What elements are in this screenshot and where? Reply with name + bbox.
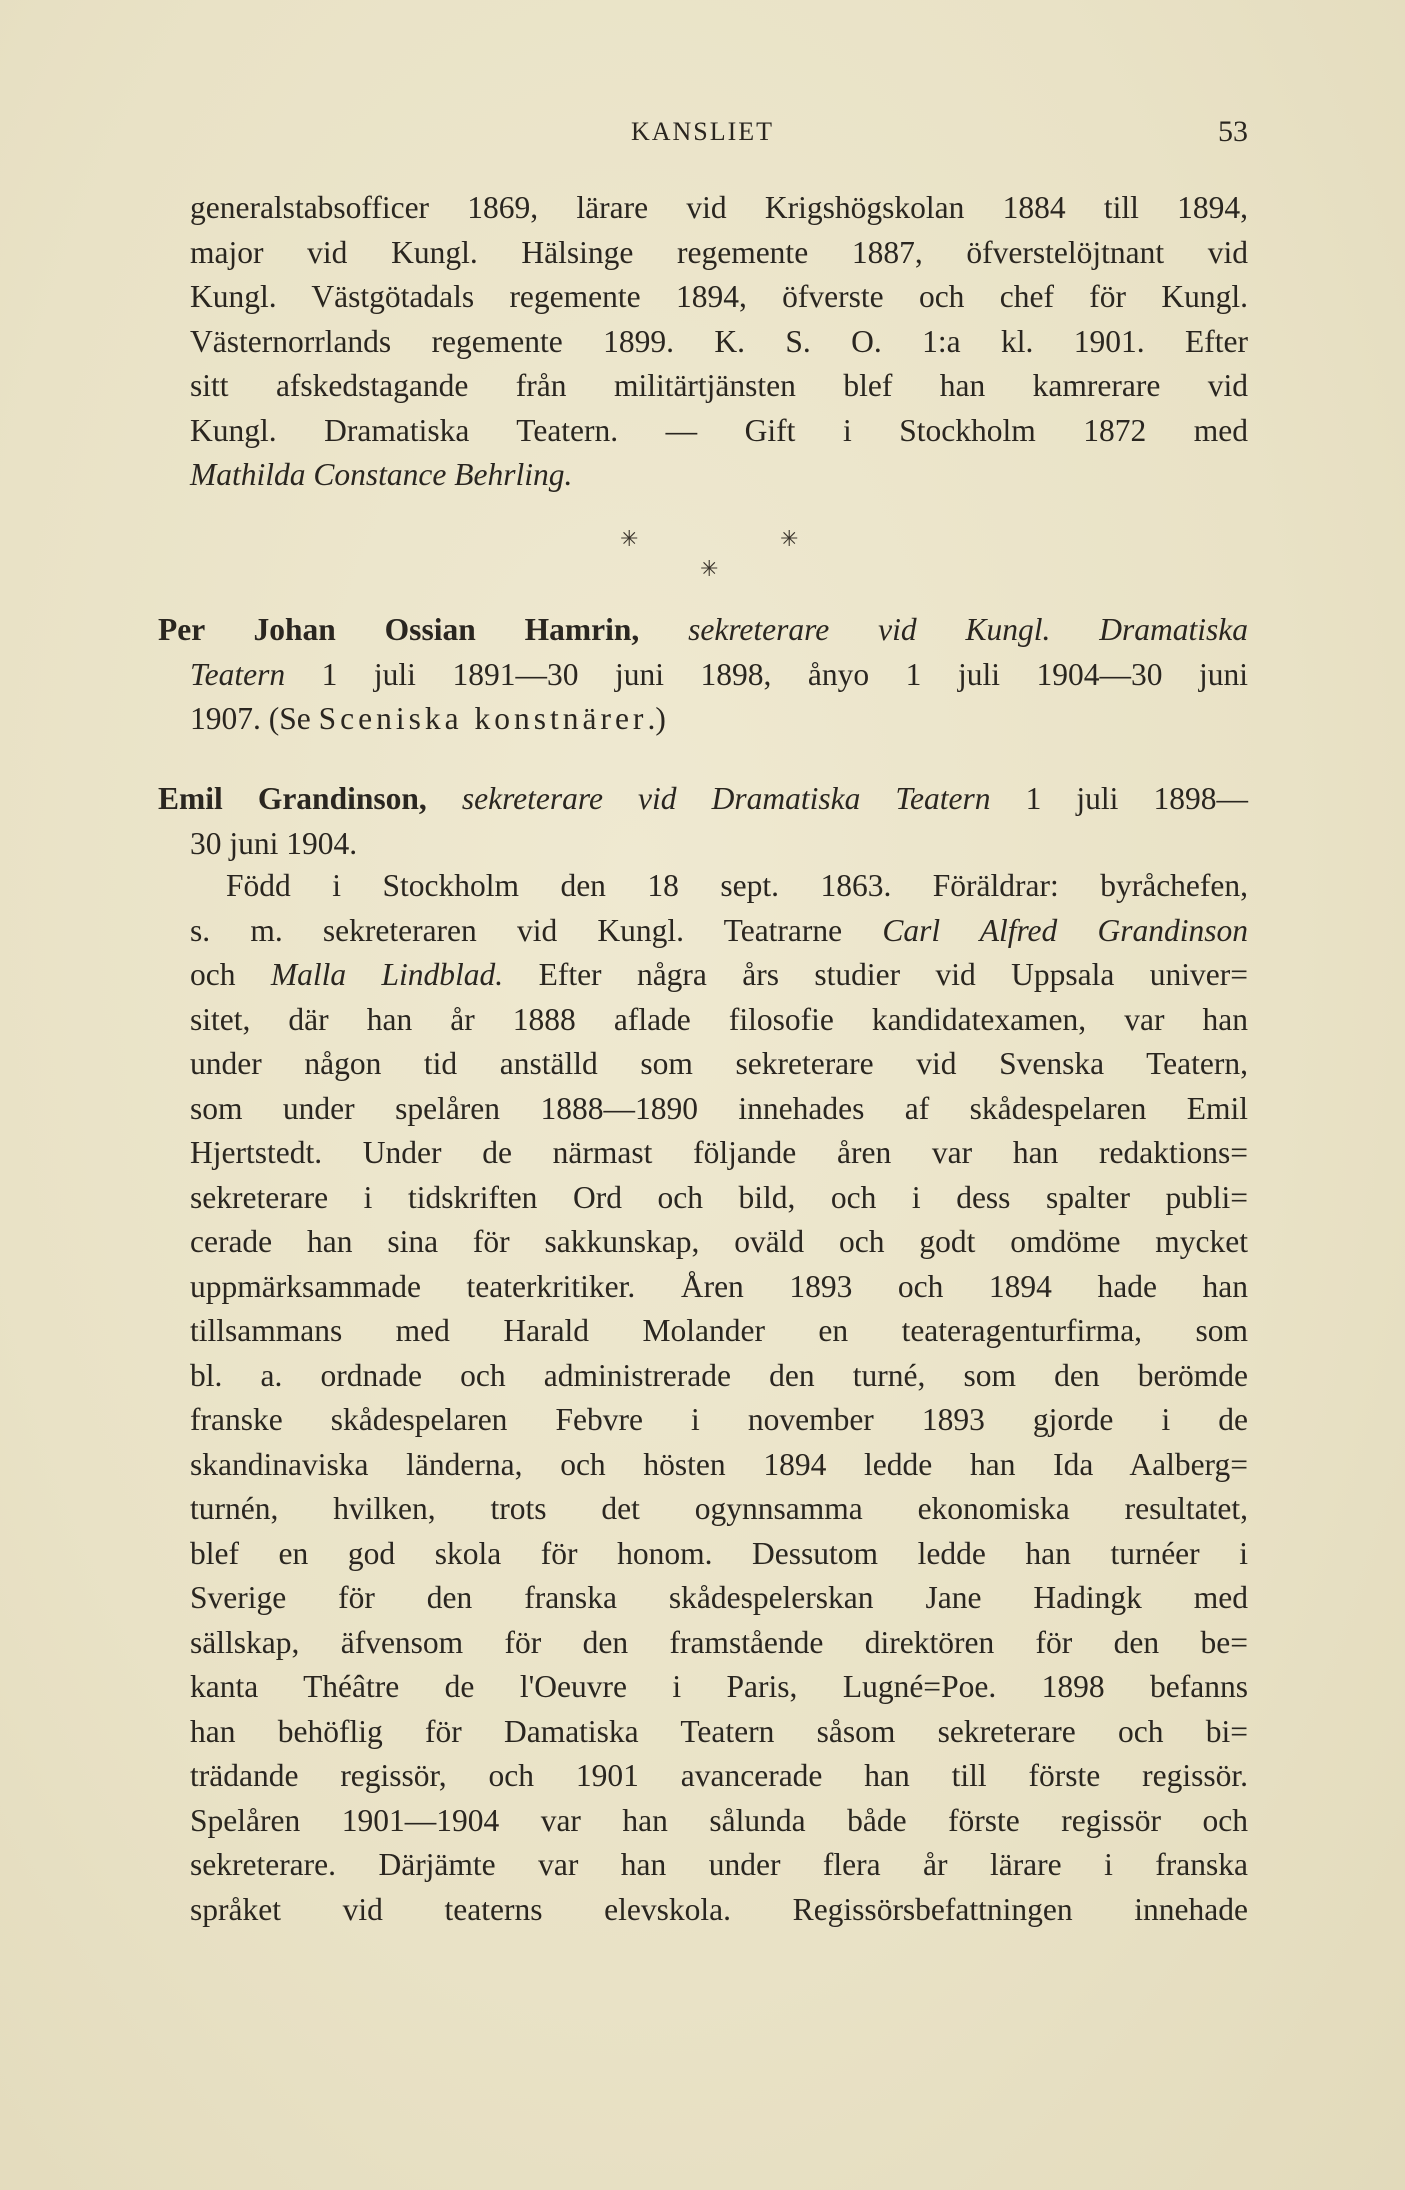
spouse-name: Mathilda Constance Behrling. [190,457,573,492]
text-line: kanta Théâtre de l'Oeuvre i Paris, Lugné=Poe. 1898 befanns [190,1669,1248,1704]
text-line: Västernorrlands regemente 1899. K. S. O. 1:a kl. 1901. Efter [190,323,1248,359]
running-head [0,112,1405,152]
text-line: trädande regissör, och 1901 avancerade han till förste regissör. [190,1758,1248,1793]
text-line: generalstabsofficer 1869, lärare vid Krigshögskolan 1884 till 1894, [190,190,1248,225]
star-icon: ✳ [620,526,639,551]
text-line [190,453,1248,498]
page-number: 53 [1218,115,1248,148]
text-line: under någon tid anställd som sekreterare vid Svenska Teatern, [190,1046,1248,1081]
text-line: 30 juni 1904. [190,825,358,861]
text-line: Sverige för den franska skådespelerskan Jane Hadingk med [190,1580,1248,1615]
text-line: major vid Kungl. Hälsinge regemente 1887, öfverstelöjtnant vid [190,234,1248,270]
running-title: KANSLIET [630,117,775,146]
text-line: sekreterare. Därjämte var han under flera år lärare i franska [190,1847,1248,1882]
text-line: han behöflig för Damatiska Teatern såsom sekreterare och bi= [190,1713,1248,1749]
text-line: Per Johan Ossian Hamrin, sekreterare vid Kungl. Dramatiska [158,612,1248,647]
text-line: som under spelåren 1888—1890 innehades af skådespelaren Emil [190,1090,1248,1126]
text-line: sällskap, äfvensom för den framstående direktören för den be= [190,1624,1248,1660]
entry-grandinson-bio [190,864,1248,1932]
entry-grandinson-heading [158,777,1249,866]
entry-hamrin [158,608,1249,742]
text-line: Kungl. Västgötadals regemente 1894, öfverste och chef för Kungl. [190,279,1248,314]
star-icon: ✳ [780,526,799,551]
text-line: bl. a. ordnade och administrerade den turné, som den berömde [190,1357,1248,1393]
text-line: sitet, där han år 1888 aflade filosofie kandidatexamen, var han [190,1001,1248,1037]
cross-reference: Sceniska konstnärer [318,701,648,736]
text-line: blef en god skola för honom. Dessutom ledde han turnéer i [190,1535,1248,1571]
text-line: Född i Stockholm den 18 sept. 1863. Föräldrar: byråchefen, [226,868,1248,903]
text-line: sitt afskedstagande från militärtjänsten blef han kamrerare vid [190,368,1248,403]
star-icon: ✳ [700,556,719,581]
father-name: Carl Alfred Grandinson [882,912,1248,948]
text-line: sekreterare i tidskriften Ord och bild, och i dess spalter publi= [190,1179,1248,1215]
text-line: och Malla Lindblad. Efter några års studier vid Uppsala univer= [190,957,1249,992]
text-line: tillsammans med Harald Molander en teateragenturfirma, som [190,1313,1248,1348]
text-line: turnén, hvilken, trots det ogynnsamma ekonomiska resultatet, [190,1491,1248,1526]
text-line: s. m. sekreteraren vid Kungl. Teatrarne Carl Alfred Grandinson [190,912,1248,948]
mother-name: Malla Lindblad. [270,957,504,992]
text-line: Teatern 1 juli 1891—30 juni 1898, ånyo 1 juli 1904—30 juni [190,656,1249,692]
text-line: cerade han sina för sakkunskap, oväld och godt omdöme mycket [190,1224,1248,1259]
text-line: uppmärksammade teaterkritiker. Åren 1893 och 1894 hade han [190,1268,1248,1304]
text-line: 1907. (Se Sceniska konstnärer.) [190,701,666,736]
entry-continued [190,186,1248,498]
text-line: Hjertstedt. Under de närmast följande åren var han redaktions= [190,1135,1248,1170]
person-name: Per Johan Ossian Hamrin, [158,612,640,647]
text-line: skandinaviska länderna, och hösten 1894 ledde han Ida Aalberg= [190,1446,1248,1482]
text-line: Kungl. Dramatiska Teatern. — Gift i Stockholm 1872 med [190,412,1248,448]
text-line: Spelåren 1901—1904 var han sålunda både förste regissör och [190,1802,1248,1838]
text-line: franske skådespelaren Febvre i november 1893 gjorde i de [190,1402,1248,1437]
text-line: Emil Grandinson, sekreterare vid Dramatiska Teatern 1 juli 1898— [158,781,1249,816]
asterism-ornament [600,520,800,580]
person-name: Emil Grandinson, [158,781,427,816]
text-line: språket vid teaterns elevskola. Regissörsbefattningen innehade [190,1891,1248,1927]
